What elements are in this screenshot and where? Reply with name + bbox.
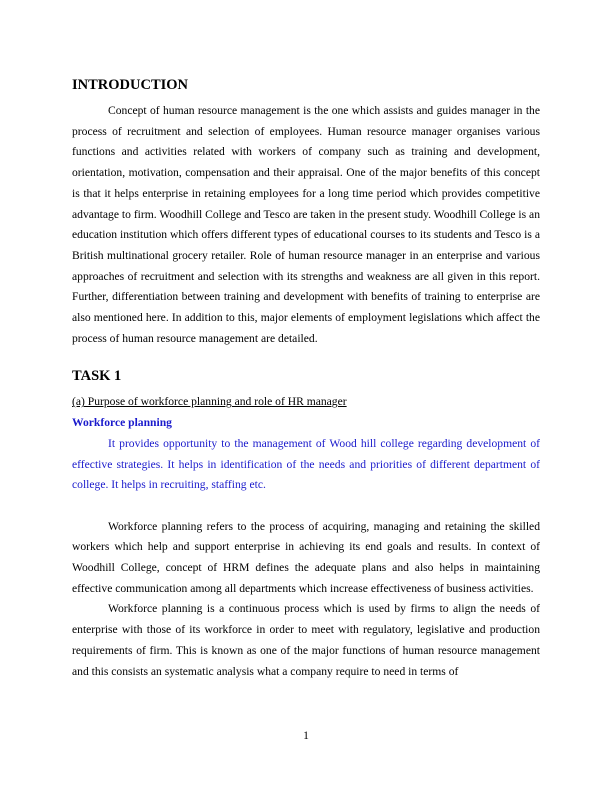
workforce-planning-paragraph-1: Workforce planning refers to the process of acquiring, managing and retaining the skilled workers which help and support enterprise in achieving its end goals and results. In context of Woodhill College, concept of HRM defines the adequate plans and also helps in maintaining effective communication among all departments which increase effectiveness of business activities. — [72, 519, 540, 595]
document-page — [72, 76, 540, 682]
introduction-heading: INTRODUCTION — [72, 77, 189, 93]
workforce-planning-heading: Workforce planning — [72, 416, 172, 430]
workforce-planning-blue-paragraph: It provides opportunity to the management of Wood hill college regarding development of effective strategies. It helps in identification of the needs and priorities of different department of college. It helps in recruiting, staffing etc. — [72, 436, 540, 492]
workforce-planning-paragraph-2: Workforce planning is a continuous process which is used by firms to align the needs of enterprise with those of its workforce in order to meet with regulatory, legislative and production requirements of firm. This is known as one of the major functions of human resource management and this consists an systematic analysis what a company require to need in terms of — [72, 602, 540, 678]
introduction-paragraph: Concept of human resource management is the one which assists and guides manager in the process of recruitment and selection of employees. Human resource manager organises various functions and activities related with workers of company such as training and development, orientation, motivation, compensation and their appraisal. One of the major benefits of this concept is that it helps enterprise in retaining employees for a long time period which provides competitive advantage to firm. Woodhill College and Tesco are taken in the present study. Woodhill College is an education institution which offers different types of educational courses to its students and Tesco is a British multinational grocery retailer. Role of human resource manager in an enterprise and various approaches of recruitment and selection with its strengths and weakness are all given in this report. Further, differentiation between training and development with benefits of training to enterprise are also mentioned here. In addition to this, major elements of employment legislations which affect the process of human resource management are detailed. — [72, 104, 540, 345]
page-number: 1 — [303, 729, 309, 742]
blank-line — [72, 496, 540, 517]
task1-heading: TASK 1 — [72, 368, 122, 385]
task1-subheading: (a) Purpose of workforce planning and role of HR manager — [72, 395, 347, 409]
